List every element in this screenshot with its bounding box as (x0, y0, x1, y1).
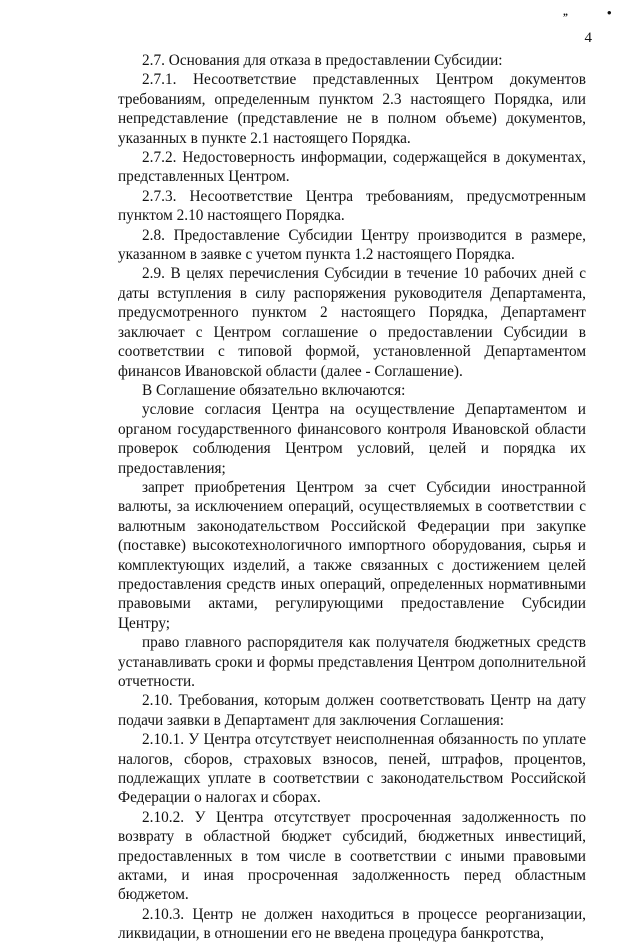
scan-mark: • (607, 5, 612, 20)
paragraph-agreement-condition: условие согласия Центра на осуществление Департаментом и органом государственного финансового контроля Ивановской области проверок соблюдения Центром условий, целей и порядка их предоставления; (118, 401, 586, 477)
paragraph-2-10: 2.10. Требования, которым должен соответствовать Центр на дату подачи заявки в Департамент для заключения Соглашения: (118, 692, 586, 729)
paragraph-2-10-3: 2.10.3. Центр не должен находиться в процессе реорганизации, ликвидации, в отношении его не введена процедура банкротства, (118, 905, 586, 943)
paragraph-2-10-2: 2.10.2. У Центра отсутствует просроченная задолженность по возврату в областной бюджет субсидий, бюджетных инвестиций, предоставленных в том числе в соответствии с иными правовыми актами, и иная просроченная задолженность перед областным бюджетом. (118, 808, 586, 904)
paragraph-2-10-1: 2.10.1. У Центра отсутствует неисполненная обязанность по уплате налогов, сборов, страховых взносов, пеней, штрафов, процентов, подлежащих уплате в соответствии с законодательством Российской Федерации о налогах и сборах. (118, 731, 586, 807)
page-number: 4 (584, 30, 592, 46)
paragraph-2-7-2: 2.7.2. Недостоверность информации, содержащейся в документах, представленных Центром. (118, 149, 586, 186)
paragraph-2-9: 2.9. В целях перечисления Субсидии в течение 10 рабочих дней с даты вступления в силу распоряжения руководителя Департамента, предусмотренного пунктом 2 настоящего Порядка, Департамент заключает с Центром соглашение о предоставлении Субсидии в соответствии с типовой формой, установленной Департаментом финансов Ивановской области (далее - Соглашение). (118, 265, 586, 380)
document-body (118, 51, 586, 944)
paragraph-agreement-prohibition: запрет приобретения Центром за счет Субсидии иностранной валюты, за исключением операций, осуществляемых в соответствии с валютным законодательством Российской Федерации при закупке (поставке) высокотехнологичного импортного оборудования, сырья и комплектующих изделий, а также связанных с достижением целей предоставления средств иных операций, определенных нормативными правовыми актами, регулирующими предоставление Субсидии Центру; (118, 478, 586, 632)
paragraph-2-8: 2.8. Предоставление Субсидии Центру производится в размере, указанном в заявке с учетом пункта 1.2 настоящего Порядка. (118, 226, 586, 264)
paragraph-2-7-1: 2.7.1. Несоответствие представленных Центром документов требованиям, определенным пунктом 2.3 настоящего Порядка, или непредставление (представление не в полном объеме) документов, указанных в пункте 2.1 настоящего Порядка. (118, 71, 586, 147)
paragraph-agreement-intro: В Соглашение обязательно включаются: (142, 381, 406, 399)
scan-mark: „ (563, 7, 568, 18)
paragraph-agreement-right: право главного распорядителя как получателя бюджетных средств устанавливать сроки и формы представления Центром дополнительной отчетности. (118, 634, 586, 690)
paragraph-2-7: 2.7. Основания для отказа в предоставлении Субсидии: (142, 52, 503, 69)
paragraph-2-7-3: 2.7.3. Несоответствие Центра требованиям, предусмотренным пунктом 2.10 настоящего Порядка. (118, 187, 586, 225)
